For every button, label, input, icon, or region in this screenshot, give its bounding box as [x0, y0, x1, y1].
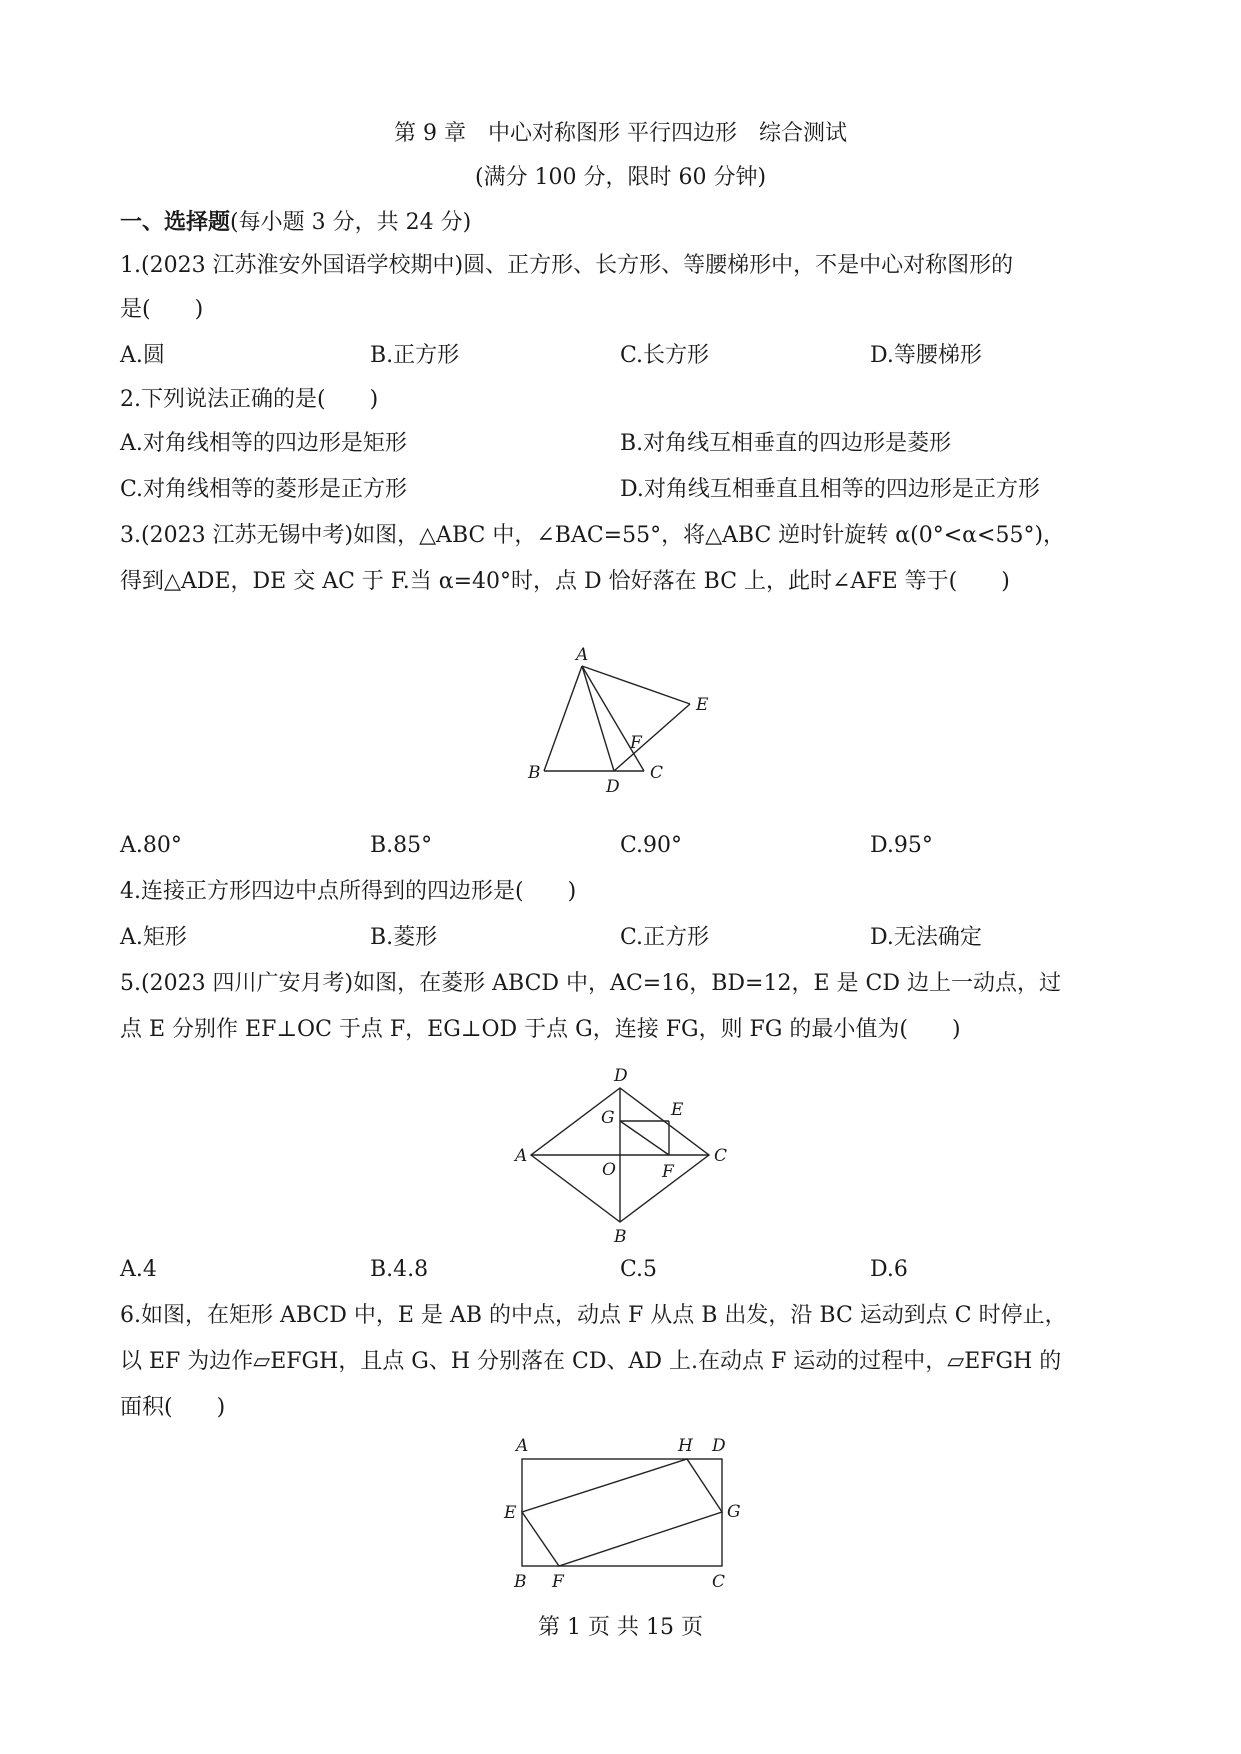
q3-segment-ae: [582, 666, 690, 704]
q3-segment-ad: [582, 666, 614, 771]
q3-label-a: A: [576, 645, 589, 665]
q1-line-1: 1.(2023 江苏淮安外国语学校期中)圆、正方形、长方形、等腰梯形中，不是中心对称图形的: [120, 253, 1014, 278]
q6-label-g: G: [727, 1502, 741, 1522]
q5-label-b: B: [614, 1227, 627, 1247]
q3-triangle-figure: [520, 640, 740, 810]
q6-label-a: A: [516, 1436, 529, 1456]
q5-option-a: A.4: [120, 1257, 157, 1282]
q1-option-c: C.长方形: [620, 343, 710, 368]
q1-option-d: D.等腰梯形: [870, 343, 982, 368]
q3-figure-svg: [520, 640, 740, 810]
section-note: (每小题 3 分，共 24 分): [230, 210, 472, 235]
q2-option-a: A.对角线相等的四边形是矩形: [120, 431, 407, 456]
q6-rectangle-abcd: [522, 1459, 722, 1566]
q6-label-c: C: [712, 1572, 726, 1592]
q1-option-a: A.圆: [120, 343, 165, 368]
q5-line-2: 点 E 分别作 EF⊥OC 于点 F，EG⊥OD 于点 G，连接 FG，则 FG 的最小值为( ): [120, 1017, 961, 1042]
q6-line-2: 以 EF 为边作▱EFGH，且点 G、H 分别落在 CD、AD 上.在动点 F 运动的过程中，▱EFGH 的: [120, 1349, 1062, 1374]
q3-option-b: B.85°: [370, 833, 433, 858]
q3-segment-ac: [582, 666, 644, 771]
q6-figure-svg: [500, 1435, 760, 1595]
q5-option-d: D.6: [870, 1257, 908, 1282]
q3-option-a: A.80°: [120, 833, 182, 858]
q6-rectangle-figure: [500, 1435, 760, 1595]
chapter-title: 第 9 章 中心对称图形 平行四边形 综合测试: [394, 121, 847, 146]
q5-label-d: D: [614, 1066, 628, 1086]
q3-line-2: 得到△ADE，DE 交 AC 于 F.当 α=40°时，点 D 恰好落在 BC 上，此时∠AFE 等于( ): [120, 569, 1010, 594]
q6-line-1: 6.如图，在矩形 ABCD 中，E 是 AB 的中点，动点 F 从点 B 出发，沿 BC 运动到点 C 时停止，: [120, 1303, 1067, 1328]
q3-label-b: B: [528, 763, 541, 783]
q1-line-2: 是( ): [120, 297, 204, 322]
q3-segment-ab: [544, 666, 582, 771]
q2-line-1: 2.下列说法正确的是( ): [120, 387, 379, 412]
q6-label-d: D: [712, 1436, 726, 1456]
q5-label-f: F: [662, 1162, 674, 1182]
q2-option-c: C.对角线相等的菱形是正方形: [120, 477, 408, 502]
q4-option-a: A.矩形: [120, 925, 187, 950]
q5-label-a: A: [515, 1146, 528, 1166]
q5-option-b: B.4.8: [370, 1257, 429, 1282]
q4-option-d: D.无法确定: [870, 925, 982, 950]
q3-option-d: D.95°: [870, 833, 933, 858]
q6-parallelogram-efgh: [522, 1459, 722, 1566]
q5-label-e: E: [671, 1100, 684, 1120]
q4-option-c: C.正方形: [620, 925, 710, 950]
q5-label-c: C: [714, 1146, 728, 1166]
q3-label-c: C: [650, 763, 664, 783]
q4-option-b: B.菱形: [370, 925, 438, 950]
q1-option-b: B.正方形: [370, 343, 460, 368]
q6-line-3: 面积( ): [120, 1395, 226, 1420]
q3-option-c: C.90°: [620, 833, 683, 858]
q3-label-f: F: [630, 733, 642, 753]
q3-line-1: 3.(2023 江苏无锡中考)如图，△ABC 中，∠BAC=55°，将△ABC 逆时针旋转 α(0°<α<55°)，: [120, 523, 1066, 548]
q6-label-h: H: [678, 1436, 693, 1456]
q3-segment-de: [614, 704, 690, 771]
q5-rhombus-figure: [505, 1065, 745, 1245]
q4-line-1: 4.连接正方形四边中点所得到的四边形是( ): [120, 879, 577, 904]
q5-segment-gf: [620, 1121, 669, 1155]
q3-label-e: E: [696, 695, 709, 715]
q5-option-c: C.5: [620, 1257, 658, 1282]
exam-subtitle: (满分 100 分，限时 60 分钟): [474, 165, 767, 190]
q3-label-d: D: [606, 777, 620, 797]
q5-label-g: G: [601, 1108, 615, 1128]
q6-label-f: F: [552, 1572, 564, 1592]
page-footer: 第 1 页 共 15 页: [538, 1615, 703, 1640]
section-heading: [120, 206, 1121, 239]
q2-option-b: B.对角线互相垂直的四边形是菱形: [620, 431, 952, 456]
q6-label-b: B: [514, 1572, 527, 1592]
q6-label-e: E: [504, 1503, 517, 1523]
q5-line-1: 5.(2023 四川广安月考)如图，在菱形 ABCD 中，AC=16，BD=12，E 是 CD 边上一动点，过: [120, 971, 1061, 996]
q5-label-o: O: [602, 1160, 616, 1180]
q2-option-d: D.对角线互相垂直且相等的四边形是正方形: [620, 477, 1040, 502]
q5-figure-svg: [505, 1065, 745, 1245]
section-title: 一、选择题: [120, 209, 231, 235]
